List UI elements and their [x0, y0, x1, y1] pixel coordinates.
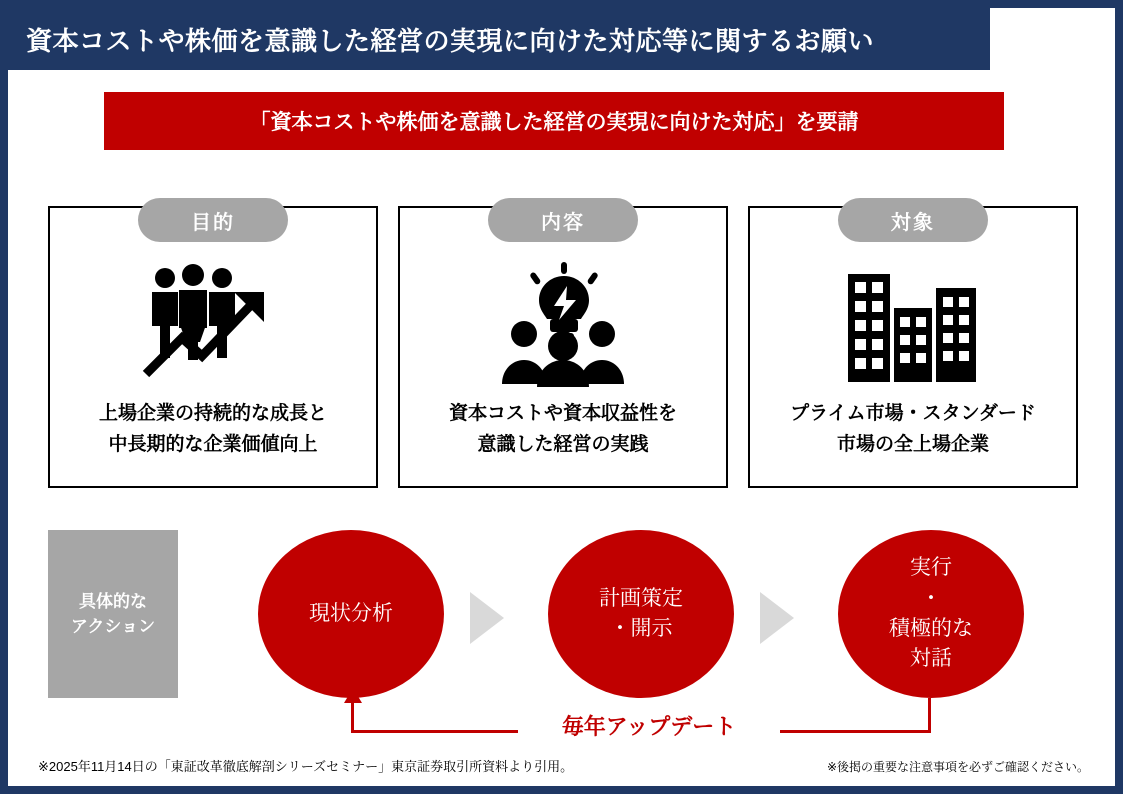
lightbulb-people-icon — [400, 254, 726, 394]
card-purpose-caption-line1: 上場企業の持続的な成長と — [98, 403, 327, 424]
footnote-disclaimer: ※後掲の重要な注意事項を必ずご確認ください。 — [826, 760, 1089, 774]
page-title: 資本コストや株価を意識した経営の実現に向けた対応等に関するお願い — [26, 25, 875, 56]
footnote-source: ※2025年11月14日の「東証改革徹底解剖シリーズセミナー」東京証券取引所資料より引用。 — [38, 759, 574, 774]
arrow-step1-to-step2-icon — [470, 592, 504, 644]
loop-arrow-icon — [344, 688, 362, 703]
action-step-3-line3: 積極的な — [889, 617, 973, 640]
action-step-2-line1: 計画策定 — [599, 586, 683, 610]
buildings-icon — [750, 254, 1076, 394]
arrow-step2-to-step3-icon — [760, 592, 794, 644]
loop-line-right — [928, 698, 931, 733]
card-tab-content-label: 内容 — [541, 211, 585, 234]
card-purpose — [48, 206, 378, 488]
card-target-caption-line1: プライム市場・スタンダード — [790, 403, 1036, 424]
action-step-3-line4: 対話 — [910, 647, 952, 671]
annual-update-loop — [48, 688, 1078, 748]
card-tab-target-label: 対象 — [891, 211, 935, 234]
card-content-caption — [400, 398, 726, 461]
card-target-caption-line2: 市場の全上場企業 — [836, 434, 989, 456]
action-step-2-line2: ・開示 — [609, 617, 673, 640]
action-section — [48, 520, 1078, 700]
cards-section — [48, 198, 1078, 488]
card-tab-target — [838, 198, 988, 242]
loop-line-left — [351, 702, 354, 733]
title-bar — [8, 8, 990, 70]
card-purpose-caption — [50, 398, 376, 461]
card-tab-content — [488, 198, 638, 242]
action-step-3-line1: 実行 — [910, 556, 952, 580]
action-step-1 — [258, 530, 444, 698]
loop-label: 毎年アップデート — [518, 710, 780, 741]
card-tab-purpose — [138, 198, 288, 242]
card-target-caption — [750, 398, 1076, 461]
action-step-3-line2: ・ — [920, 586, 942, 610]
people-growth-arrow-icon — [50, 254, 376, 394]
card-content-caption-line2: 意識した経営の実践 — [477, 434, 649, 456]
card-content-caption-line1: 資本コストや資本収益性を — [448, 403, 677, 424]
request-banner-text: 「資本コストや株価を意識した経営の実現に向けた対応」を要請 — [249, 111, 859, 134]
action-label-line2: アクション — [70, 617, 156, 636]
card-tab-purpose-label: 目的 — [191, 211, 235, 234]
card-content — [398, 206, 728, 488]
request-banner — [104, 92, 1004, 150]
action-label — [48, 530, 178, 698]
action-step-2 — [548, 530, 734, 698]
card-purpose-caption-line2: 中長期的な企業価値向上 — [108, 434, 318, 456]
slide-content — [8, 8, 1115, 786]
action-step-1-line1: 現状分析 — [309, 601, 393, 625]
action-step-3 — [838, 530, 1024, 698]
action-label-line1: 具体的な — [79, 591, 147, 611]
card-target — [748, 206, 1078, 488]
